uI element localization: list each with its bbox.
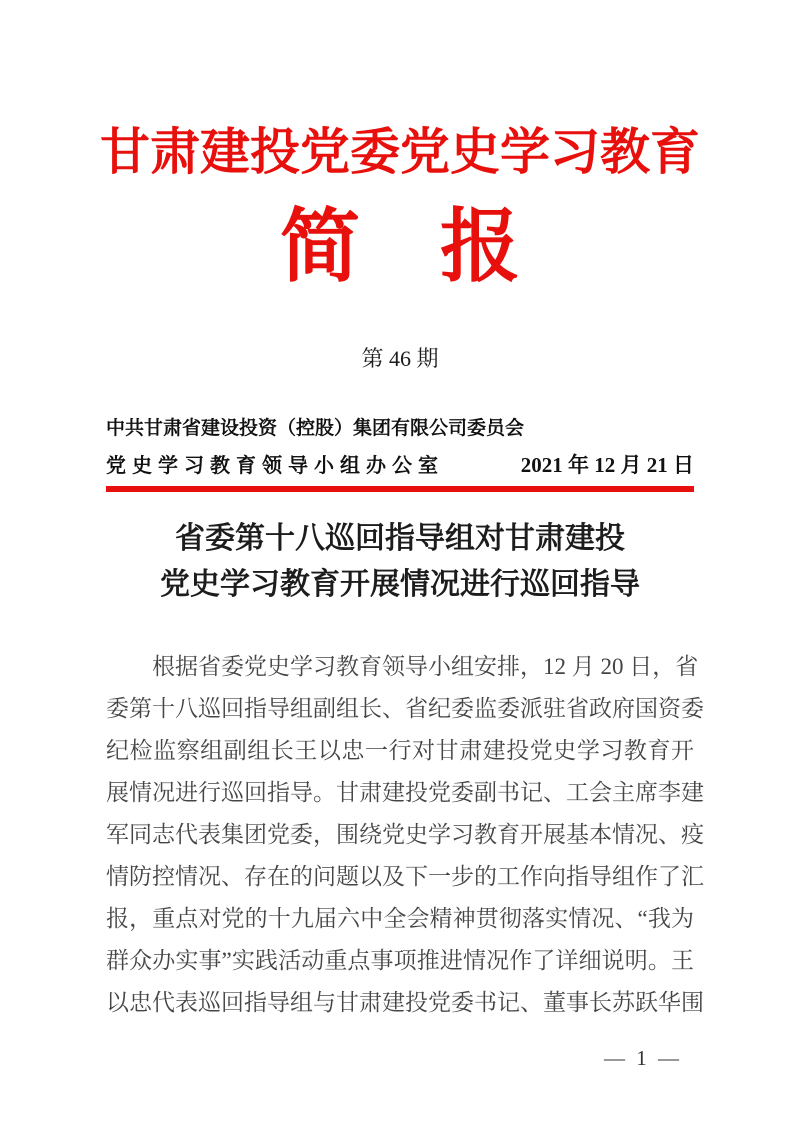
article-title-line2: 党史学习教育开展情况进行巡回指导 bbox=[160, 568, 640, 601]
body-line: 展情况进行巡回指导。甘肃建投党委副书记、工会主席李建 bbox=[106, 780, 704, 805]
body-line: 情防控情况、存在的问题以及下一步的工作向指导组作了汇 bbox=[106, 864, 704, 889]
issue-number: 第 46 期 bbox=[361, 346, 439, 371]
issuing-org-line2: 党史学习教育领导小组办公室 bbox=[106, 455, 444, 477]
header-block bbox=[106, 413, 694, 492]
body-line: 纪检监察组副组长王以忠一行对甘肃建投党史学习教育开 bbox=[106, 738, 694, 763]
body-line: 以忠代表巡回指导组与甘肃建投党委书记、董事长苏跃华围 bbox=[106, 990, 704, 1015]
body-line: 根据省委党史学习教育领导小组安排，12 月 20 日，省 bbox=[152, 654, 699, 679]
body-line: 报，重点对党的十九届六中全会精神贯彻落实情况、“我为 bbox=[106, 906, 694, 931]
issuing-org-line1: 中共甘肃省建设投资（控股）集团有限公司委员会 bbox=[106, 418, 525, 439]
body-line: 军同志代表集团党委，围绕党史学习教育开展基本情况、疫 bbox=[106, 822, 704, 847]
body-line: 群众办实事”实践活动重点事项推进情况作了详细说明。王 bbox=[106, 948, 694, 973]
page-number: — 1 — bbox=[604, 1046, 682, 1070]
issue-date: 2021 年 12 月 21 日 bbox=[520, 453, 694, 477]
article-title bbox=[0, 516, 800, 608]
org-date-row bbox=[106, 449, 694, 479]
red-divider-rule bbox=[106, 486, 694, 492]
article-body bbox=[106, 646, 704, 1024]
masthead-subtitle-jianbao: 简 报 bbox=[280, 204, 520, 292]
article-title-line1: 省委第十八巡回指导组对甘肃建投 bbox=[175, 522, 625, 555]
masthead-title: 甘肃建投党委党史学习教育 bbox=[100, 124, 700, 180]
body-line: 委第十八巡回指导组副组长、省纪委监委派驻省政府国资委 bbox=[106, 696, 704, 721]
